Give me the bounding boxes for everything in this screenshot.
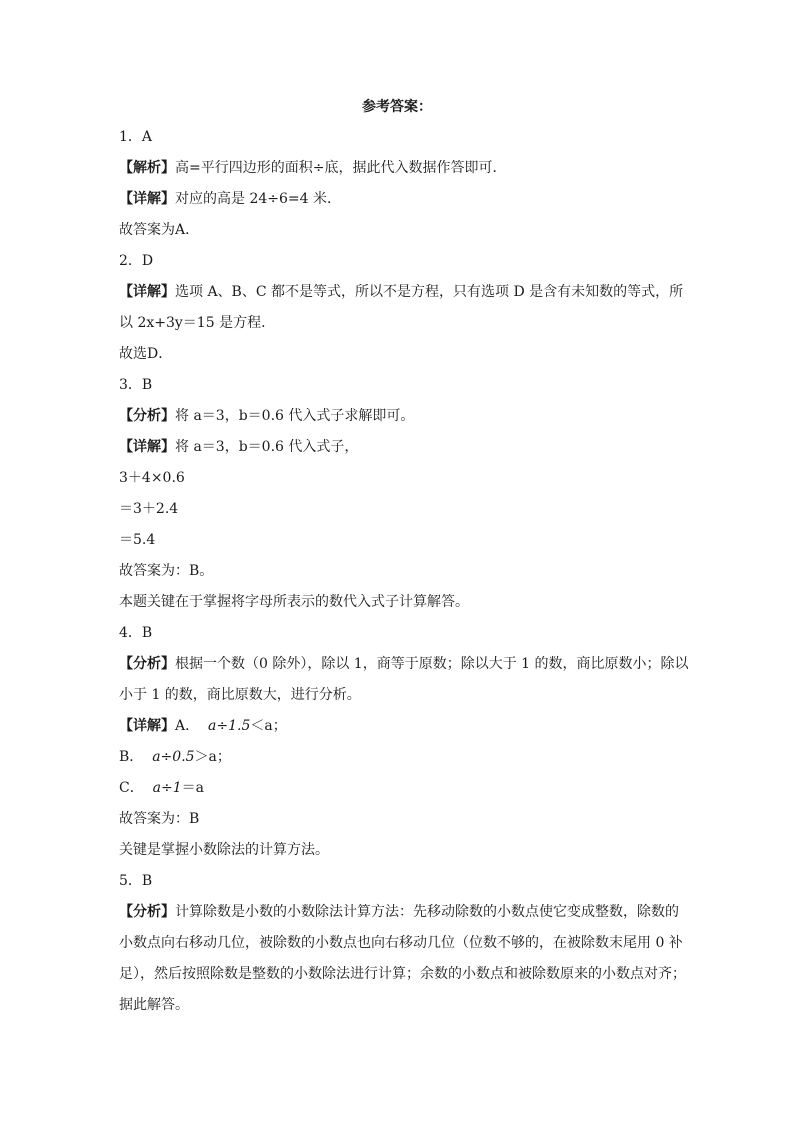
q1-analysis-text: 高=平行四边形的面积÷底，据此代入数据作答即可． [175, 160, 507, 176]
q5-analysis [119, 897, 679, 928]
q5-number: 5．B [119, 873, 153, 889]
q1-conclusion: 故答案为A． [119, 222, 200, 238]
q4-option-b-label: B． [119, 749, 144, 765]
page-title: 参考答案： [362, 99, 432, 115]
q1-detail [119, 184, 679, 215]
q4-option-c-label: C． [119, 780, 144, 796]
q4-analysis [119, 649, 689, 680]
q5-analysis-cont-2: 足），然后按照除数是整数的小数除法进行计算；余数的小数点和被除数原来的小数点对齐； [119, 966, 686, 982]
q4-option-b-expr: a÷0.5 [152, 749, 195, 765]
q5-analysis-text-1: 计算除数是小数的小数除法计算方法：先移动除数的小数点使它变成整数，除数的 [175, 904, 679, 920]
q1-analysis [119, 153, 679, 184]
q2-detail-tag: 【详解】 [119, 284, 175, 300]
q4-note: 关键是掌握小数除法的计算方法。 [119, 842, 329, 858]
q4-analysis-cont: 小于 1 的数，商比原数大，进行分析。 [119, 687, 361, 703]
q3-detail [119, 432, 679, 463]
q2-number: 2．D [119, 253, 154, 269]
q2-detail [119, 277, 684, 308]
answer-content [119, 122, 689, 1021]
q4-option-a [119, 711, 679, 742]
q4-conclusion: 故答案为：B [119, 811, 200, 827]
q1-number: 1．A [119, 129, 153, 145]
q3-calc-2: ＝3＋2.4 [119, 501, 179, 517]
q4-option-c [119, 773, 679, 804]
q4-option-c-rest: ＝a [181, 780, 204, 796]
q4-detail-tag: 【详解】 [119, 718, 175, 734]
q4-option-b-rest: ＞a； [194, 749, 231, 765]
q4-option-c-expr: a÷1 [152, 780, 182, 796]
q3-calc-1: 3＋4×0.6 [119, 470, 185, 486]
q3-analysis [119, 401, 679, 432]
q2-detail-cont: 以 2x+3y＝15 是方程． [119, 315, 276, 331]
q3-note: 本题关键在于掌握将字母所表示的数代入式子计算解答。 [119, 594, 469, 610]
q4-option-b [119, 742, 679, 773]
q4-analysis-tag: 【分析】 [119, 656, 175, 672]
q3-analysis-tag: 【分析】 [119, 408, 175, 424]
q4-option-a-label: A． [175, 718, 200, 734]
q3-calc-3: ＝5.4 [119, 532, 156, 548]
q4-option-a-rest: ＜a； [250, 718, 287, 734]
q4-option-a-expr: a÷1.5 [208, 718, 251, 734]
q1-detail-tag: 【详解】 [119, 191, 175, 207]
q3-detail-tag: 【详解】 [119, 439, 175, 455]
q3-conclusion: 故答案为：B。 [119, 563, 214, 579]
q2-detail-text-1: 选项 A、B、C 都不是等式，所以不是方程，只有选项 D 是含有未知数的等式，所 [175, 284, 684, 300]
q4-number: 4．B [119, 625, 153, 641]
q5-analysis-tag: 【分析】 [119, 904, 175, 920]
q5-analysis-cont-1: 小数点向右移动几位，被除数的小数点也向右移动几位（位数不够的，在被除数末尾用 0 补 [119, 935, 683, 951]
q1-detail-text: 对应的高是 24÷6=4 米． [175, 191, 341, 207]
q2-conclusion: 故选D． [119, 346, 173, 362]
q1-analysis-tag: 【解析】 [119, 160, 175, 176]
q5-analysis-cont-3: 据此解答。 [119, 997, 189, 1013]
q3-analysis-text: 将 a＝3，b＝0.6 代入式子求解即可。 [175, 408, 415, 424]
q3-number: 3．B [119, 377, 153, 393]
q3-detail-text: 将 a＝3，b＝0.6 代入式子， [175, 439, 359, 455]
q4-analysis-text-1: 根据一个数（0 除外），除以 1，商等于原数；除以大于 1 的数，商比原数小；除以 [175, 656, 689, 672]
